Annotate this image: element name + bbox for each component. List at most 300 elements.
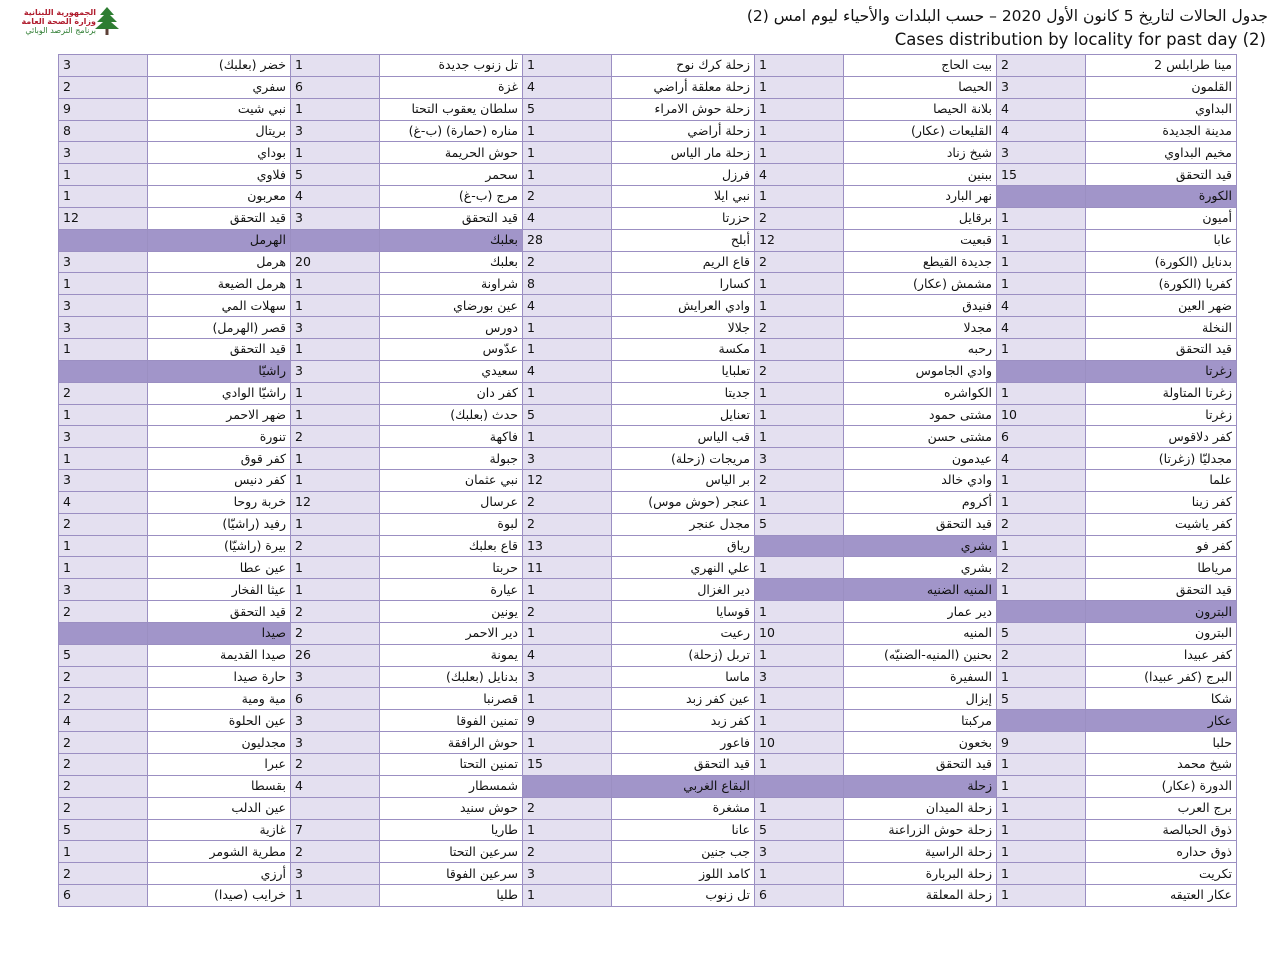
case-count-cell: 2: [291, 601, 380, 623]
locality-name-cell: قيد التحقق: [380, 207, 523, 229]
locality-name-cell: بخعون: [844, 732, 997, 754]
locality-name-cell: بحنين (المنيه-الضنيّه): [844, 644, 997, 666]
locality-name-cell: كفر عبيدا: [1086, 644, 1237, 666]
locality-name-cell: بيرة (راشيّا): [148, 535, 291, 557]
locality-name-cell: برج العرب: [1086, 797, 1237, 819]
case-count-cell: 3: [755, 666, 844, 688]
case-count-cell: 3: [523, 666, 612, 688]
locality-name-cell: مشتى حمود: [844, 404, 997, 426]
table-row: [59, 229, 1237, 251]
locality-name-cell: تربل (زحلة): [612, 644, 755, 666]
locality-name-cell: قب الياس: [612, 426, 755, 448]
case-count-cell: 1: [523, 317, 612, 339]
locality-name-cell: زحلة البربارة: [844, 863, 997, 885]
case-count-cell: 4: [997, 120, 1086, 142]
locality-name-cell: حلبا: [1086, 732, 1237, 754]
locality-name-cell: قيد التحقق: [1086, 338, 1237, 360]
case-count-cell: 1: [523, 164, 612, 186]
locality-name-cell: وادي الجاموس: [844, 360, 997, 382]
locality-name-cell: فاعور: [612, 732, 755, 754]
locality-name-cell: زغرتا المتاولة: [1086, 382, 1237, 404]
case-count-cell: 1: [755, 797, 844, 819]
district-header-cell: صيدا: [148, 622, 291, 644]
case-count-cell: 1: [291, 98, 380, 120]
locality-name-cell: تنورة: [148, 426, 291, 448]
locality-name-cell: حوش الرافقة: [380, 732, 523, 754]
locality-name-cell: تل زنوب جديدة: [380, 55, 523, 77]
case-count-cell: 5: [755, 819, 844, 841]
case-count-cell: 20: [291, 251, 380, 273]
locality-name-cell: مشغرة: [612, 797, 755, 819]
table-row: [59, 732, 1237, 754]
locality-name-cell: جلالا: [612, 317, 755, 339]
case-count-cell: 1: [755, 404, 844, 426]
case-count-cell: [755, 535, 844, 557]
locality-name-cell: بوداي: [148, 142, 291, 164]
locality-name-cell: قيد التحقق: [612, 754, 755, 776]
table-row: [59, 295, 1237, 317]
case-count-cell: 2: [523, 601, 612, 623]
case-count-cell: 9: [997, 732, 1086, 754]
table-row: [59, 98, 1237, 120]
locality-name-cell: تمنين التحتا: [380, 754, 523, 776]
district-header-cell: راشيّا: [148, 360, 291, 382]
case-count-cell: 1: [755, 382, 844, 404]
case-count-cell: 6: [291, 688, 380, 710]
case-count-cell: 1: [997, 863, 1086, 885]
case-count-cell: [755, 579, 844, 601]
case-count-cell: 1: [59, 273, 148, 295]
case-count-cell: [755, 775, 844, 797]
locality-name-cell: النخلة: [1086, 317, 1237, 339]
locality-name-cell: مركبتا: [844, 710, 997, 732]
case-count-cell: 1: [59, 535, 148, 557]
case-count-cell: 1: [59, 164, 148, 186]
locality-name-cell: ضهر الاحمر: [148, 404, 291, 426]
table-row: [59, 186, 1237, 208]
district-header-cell: البترون: [1086, 601, 1237, 623]
locality-name-cell: السفيرة: [844, 666, 997, 688]
locality-name-cell: جديتا: [612, 382, 755, 404]
locality-name-cell: دورس: [380, 317, 523, 339]
case-count-cell: 5: [59, 644, 148, 666]
district-header-cell: زحلة: [844, 775, 997, 797]
locality-name-cell: بريتال: [148, 120, 291, 142]
case-count-cell: [59, 360, 148, 382]
case-count-cell: 6: [59, 885, 148, 907]
case-count-cell: 1: [997, 338, 1086, 360]
case-count-cell: 2: [59, 775, 148, 797]
locality-name-cell: قيد التحقق: [148, 601, 291, 623]
case-count-cell: 7: [291, 819, 380, 841]
locality-name-cell: ماسا: [612, 666, 755, 688]
ministry-logo: [10, 6, 120, 38]
case-count-cell: 3: [59, 470, 148, 492]
locality-name-cell: مجدليّا (زغرتا): [1086, 448, 1237, 470]
locality-name-cell: تعلبايا: [612, 360, 755, 382]
case-count-cell: 12: [291, 491, 380, 513]
locality-name-cell: فرزل: [612, 164, 755, 186]
locality-name-cell: قصرنبا: [380, 688, 523, 710]
case-count-cell: 1: [997, 754, 1086, 776]
case-count-cell: 1: [755, 120, 844, 142]
locality-name-cell: بشري: [844, 557, 997, 579]
case-count-cell: 4: [523, 207, 612, 229]
table-row: [59, 863, 1237, 885]
case-count-cell: 1: [755, 491, 844, 513]
locality-name-cell: البترون: [1086, 622, 1237, 644]
locality-name-cell: تكريت: [1086, 863, 1237, 885]
table-row: [59, 666, 1237, 688]
case-count-cell: 10: [997, 404, 1086, 426]
locality-name-cell: كامد اللوز: [612, 863, 755, 885]
case-count-cell: 1: [523, 819, 612, 841]
table-row: [59, 55, 1237, 77]
table-row: [59, 513, 1237, 535]
case-count-cell: [997, 710, 1086, 732]
case-count-cell: 2: [291, 426, 380, 448]
case-count-cell: 1: [755, 76, 844, 98]
case-count-cell: 4: [523, 644, 612, 666]
case-count-cell: 15: [997, 164, 1086, 186]
locality-name-cell: طليا: [380, 885, 523, 907]
locality-name-cell: نبي عثمان: [380, 470, 523, 492]
case-count-cell: 1: [523, 120, 612, 142]
locality-name-cell: قوسايا: [612, 601, 755, 623]
case-count-cell: 1: [997, 841, 1086, 863]
locality-name-cell: مرياطا: [1086, 557, 1237, 579]
table-row: [59, 164, 1237, 186]
locality-name-cell: سرعين الفوقا: [380, 863, 523, 885]
case-count-cell: 1: [997, 470, 1086, 492]
case-count-cell: 2: [755, 470, 844, 492]
locality-name-cell: زحلة معلقة أراضي: [612, 76, 755, 98]
locality-name-cell: فنيدق: [844, 295, 997, 317]
table-row: [59, 470, 1237, 492]
locality-name-cell: مينا طرابلس 2: [1086, 55, 1237, 77]
case-count-cell: 2: [997, 55, 1086, 77]
table-row: [59, 338, 1237, 360]
locality-name-cell: كسارا: [612, 273, 755, 295]
locality-name-cell: البداوي: [1086, 98, 1237, 120]
locality-name-cell: رعيت: [612, 622, 755, 644]
locality-name-cell: قبعيت: [844, 229, 997, 251]
case-count-cell: 2: [523, 251, 612, 273]
case-count-cell: 1: [291, 448, 380, 470]
locality-name-cell: زغرتا: [1086, 404, 1237, 426]
locality-name-cell: عيارة: [380, 579, 523, 601]
case-count-cell: 3: [291, 863, 380, 885]
case-count-cell: 1: [997, 382, 1086, 404]
locality-name-cell: دير الغزال: [612, 579, 755, 601]
locality-name-cell: نبي ايلا: [612, 186, 755, 208]
locality-name-cell: عين الحلوة: [148, 710, 291, 732]
district-header-cell: عكار: [1086, 710, 1237, 732]
case-count-cell: 3: [755, 841, 844, 863]
table-row: [59, 317, 1237, 339]
locality-name-cell: عكار العتيقه: [1086, 885, 1237, 907]
locality-name-cell: رياق: [612, 535, 755, 557]
case-count-cell: 1: [997, 273, 1086, 295]
table-row: [59, 557, 1237, 579]
case-count-cell: 6: [997, 426, 1086, 448]
case-count-cell: 1: [59, 404, 148, 426]
case-count-cell: 1: [997, 491, 1086, 513]
case-count-cell: 4: [523, 295, 612, 317]
locality-name-cell: قيد التحقق: [1086, 579, 1237, 601]
locality-name-cell: حدث (بعلبك): [380, 404, 523, 426]
case-count-cell: 3: [291, 666, 380, 688]
table-row: [59, 273, 1237, 295]
locality-name-cell: جديدة القيطع: [844, 251, 997, 273]
locality-name-cell: سهلات المي: [148, 295, 291, 317]
locality-name-cell: حوش الحريمة: [380, 142, 523, 164]
locality-name-cell: غازية: [148, 819, 291, 841]
case-count-cell: 5: [291, 164, 380, 186]
table-row: [59, 579, 1237, 601]
logo-line-3: برنامج الترصد الوبائي: [25, 26, 96, 35]
locality-name-cell: فلاوي: [148, 164, 291, 186]
case-count-cell: 1: [997, 579, 1086, 601]
case-count-cell: 2: [59, 601, 148, 623]
locality-name-cell: حارة صيدا: [148, 666, 291, 688]
locality-name-cell: قاع الريم: [612, 251, 755, 273]
locality-name-cell: لبوة: [380, 513, 523, 535]
locality-name-cell: هرمل: [148, 251, 291, 273]
case-count-cell: 9: [59, 98, 148, 120]
table-row: [59, 841, 1237, 863]
locality-name-cell: شمسطار: [380, 775, 523, 797]
locality-name-cell: سرعين التحتا: [380, 841, 523, 863]
locality-name-cell: برقايل: [844, 207, 997, 229]
locality-name-cell: خربة روحا: [148, 491, 291, 513]
case-count-cell: 2: [291, 535, 380, 557]
case-count-cell: 2: [997, 513, 1086, 535]
case-count-cell: 1: [997, 797, 1086, 819]
case-count-cell: 11: [523, 557, 612, 579]
case-count-cell: 1: [59, 338, 148, 360]
locality-name-cell: جبولة: [380, 448, 523, 470]
locality-name-cell: زحلة الراسية: [844, 841, 997, 863]
locality-name-cell: بقسطا: [148, 775, 291, 797]
case-count-cell: 1: [755, 557, 844, 579]
case-count-cell: 9: [523, 710, 612, 732]
case-count-cell: 3: [59, 142, 148, 164]
locality-name-cell: مشمش (عكار): [844, 273, 997, 295]
table-row: [59, 622, 1237, 644]
case-count-cell: 2: [59, 382, 148, 404]
case-count-cell: 2: [755, 317, 844, 339]
locality-name-cell: كفر زينا: [1086, 491, 1237, 513]
locality-name-cell: مكسة: [612, 338, 755, 360]
case-count-cell: 6: [291, 76, 380, 98]
table-row: [59, 426, 1237, 448]
locality-name-cell: كفريا (الكورة): [1086, 273, 1237, 295]
case-count-cell: 3: [59, 251, 148, 273]
table-row: [59, 251, 1237, 273]
case-count-cell: 1: [755, 98, 844, 120]
case-count-cell: 1: [59, 186, 148, 208]
case-count-cell: 2: [59, 754, 148, 776]
case-count-cell: 2: [523, 797, 612, 819]
case-count-cell: 1: [523, 142, 612, 164]
locality-name-cell: قيد التحقق: [844, 513, 997, 535]
table-row: [59, 754, 1237, 776]
locality-name-cell: أبلح: [612, 229, 755, 251]
locality-name-cell: البرج (كفر عبيدا): [1086, 666, 1237, 688]
case-count-cell: 4: [523, 360, 612, 382]
table-row: [59, 448, 1237, 470]
case-count-cell: 1: [997, 207, 1086, 229]
case-count-cell: 1: [755, 601, 844, 623]
locality-name-cell: سفري: [148, 76, 291, 98]
case-count-cell: 3: [523, 863, 612, 885]
locality-name-cell: سلطان يعقوب التحتا: [380, 98, 523, 120]
case-count-cell: 4: [59, 491, 148, 513]
locality-name-cell: حزرتا: [612, 207, 755, 229]
locality-name-cell: قصر (الهرمل): [148, 317, 291, 339]
case-count-cell: 4: [997, 448, 1086, 470]
logo-line-2: وزارة الصحة العامة: [21, 17, 96, 26]
locality-name-cell: زحلة المعلقة: [844, 885, 997, 907]
case-count-cell: 4: [59, 710, 148, 732]
case-count-cell: 2: [59, 797, 148, 819]
case-count-cell: 5: [59, 819, 148, 841]
case-count-cell: 4: [997, 295, 1086, 317]
locality-name-cell: ذوق الحبالصة: [1086, 819, 1237, 841]
case-count-cell: 2: [59, 863, 148, 885]
cedar-icon: [94, 6, 120, 36]
locality-name-cell: مرج (ب-غ): [380, 186, 523, 208]
case-count-cell: 2: [59, 76, 148, 98]
case-count-cell: 1: [523, 382, 612, 404]
case-count-cell: 4: [997, 317, 1086, 339]
case-count-cell: 1: [755, 644, 844, 666]
locality-name-cell: عين كفر زبد: [612, 688, 755, 710]
case-count-cell: 2: [523, 186, 612, 208]
case-count-cell: 3: [59, 55, 148, 77]
locality-name-cell: مريجات (زحلة): [612, 448, 755, 470]
case-count-cell: 1: [59, 841, 148, 863]
case-count-cell: 2: [755, 251, 844, 273]
locality-name-cell: عنجر (حوش موس): [612, 491, 755, 513]
case-count-cell: 1: [755, 142, 844, 164]
locality-name-cell: يونين: [380, 601, 523, 623]
case-count-cell: 12: [523, 470, 612, 492]
locality-name-cell: كفر فو: [1086, 535, 1237, 557]
case-count-cell: 1: [523, 885, 612, 907]
case-count-cell: 1: [523, 55, 612, 77]
locality-name-cell: إيزال: [844, 688, 997, 710]
locality-name-cell: تمنين الفوقا: [380, 710, 523, 732]
locality-name-cell: القليعات (عكار): [844, 120, 997, 142]
case-count-cell: 1: [523, 622, 612, 644]
locality-name-cell: الدورة (عكار): [1086, 775, 1237, 797]
table-row: [59, 601, 1237, 623]
case-count-cell: 15: [523, 754, 612, 776]
case-count-cell: 1: [291, 55, 380, 77]
table-row: [59, 120, 1237, 142]
case-count-cell: 8: [59, 120, 148, 142]
case-count-cell: [523, 775, 612, 797]
case-count-cell: [59, 229, 148, 251]
locality-name-cell: قيد التحقق: [1086, 164, 1237, 186]
district-header-cell: المنيه الضنيه: [844, 579, 997, 601]
case-count-cell: 3: [59, 426, 148, 448]
locality-name-cell: علي النهري: [612, 557, 755, 579]
case-count-cell: 3: [59, 295, 148, 317]
case-count-cell: 26: [291, 644, 380, 666]
case-count-cell: 3: [997, 142, 1086, 164]
case-count-cell: 1: [997, 819, 1086, 841]
case-count-cell: 3: [997, 76, 1086, 98]
case-count-cell: 1: [997, 535, 1086, 557]
locality-name-cell: بدنايل (بعلبك): [380, 666, 523, 688]
case-count-cell: 1: [755, 55, 844, 77]
locality-name-cell: سحمر: [380, 164, 523, 186]
case-count-cell: 1: [755, 186, 844, 208]
locality-name-cell: مخيم البداوي: [1086, 142, 1237, 164]
table-row: [59, 775, 1237, 797]
case-count-cell: 5: [997, 688, 1086, 710]
locality-name-cell: شيخ محمد: [1086, 754, 1237, 776]
case-count-cell: 1: [755, 688, 844, 710]
locality-name-cell: ببنين: [844, 164, 997, 186]
case-count-cell: 1: [291, 273, 380, 295]
locality-name-cell: زحلة حوش الامراء: [612, 98, 755, 120]
page-title-english: Cases distribution by locality for past day (2): [894, 30, 1266, 49]
locality-name-cell: مجدلا: [844, 317, 997, 339]
locality-name-cell: راشيّا الوادي: [148, 382, 291, 404]
table-row: [59, 382, 1237, 404]
locality-name-cell: مية ومية: [148, 688, 291, 710]
locality-name-cell: كفر ياشيت: [1086, 513, 1237, 535]
locality-name-cell: كفر دنيس: [148, 470, 291, 492]
locality-name-cell: عبرا: [148, 754, 291, 776]
locality-name-cell: كفر دلاقوس: [1086, 426, 1237, 448]
case-count-cell: [291, 229, 380, 251]
locality-name-cell: عيدمون: [844, 448, 997, 470]
case-count-cell: 8: [523, 273, 612, 295]
case-count-cell: 10: [755, 732, 844, 754]
locality-name-cell: بر الياس: [612, 470, 755, 492]
locality-name-cell: كفر زبد: [612, 710, 755, 732]
case-count-cell: 3: [291, 120, 380, 142]
locality-name-cell: طاريا: [380, 819, 523, 841]
locality-name-cell: مناره (حمارة) (ب-غ): [380, 120, 523, 142]
case-count-cell: 2: [59, 688, 148, 710]
case-count-cell: 3: [59, 317, 148, 339]
locality-name-cell: يمونة: [380, 644, 523, 666]
table-row: [59, 360, 1237, 382]
table-row: [59, 142, 1237, 164]
locality-name-cell: عين عطا: [148, 557, 291, 579]
table-row: [59, 491, 1237, 513]
case-count-cell: 3: [291, 207, 380, 229]
district-header-cell: بشري: [844, 535, 997, 557]
case-count-cell: 12: [59, 207, 148, 229]
case-count-cell: 2: [997, 557, 1086, 579]
logo-text: [16, 8, 96, 35]
page-title-arabic: جدول الحالات لتاريخ 5 كانون الأول 2020 – حسب البلدات والأحياء ليوم امس (2): [746, 7, 1268, 25]
case-count-cell: [997, 601, 1086, 623]
case-count-cell: 1: [291, 382, 380, 404]
locality-name-cell: قيد التحقق: [844, 754, 997, 776]
locality-name-cell: عين الدلب: [148, 797, 291, 819]
locality-name-cell: شراونة: [380, 273, 523, 295]
locality-name-cell: نهر البارد: [844, 186, 997, 208]
case-count-cell: 2: [523, 841, 612, 863]
